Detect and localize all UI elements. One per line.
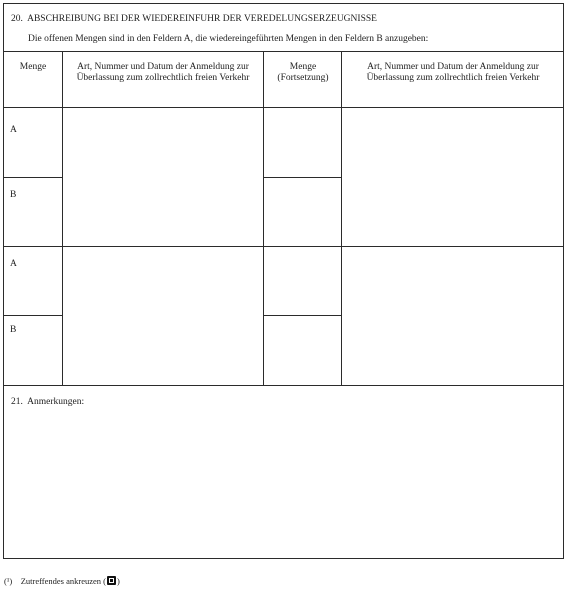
field-menge-fortsetzung-a-1[interactable]: [264, 108, 341, 177]
row-label-a-2: A: [10, 259, 17, 269]
footnote: [4, 576, 120, 587]
frame-bottom: [3, 558, 564, 559]
section-21-number: 21.: [11, 397, 23, 407]
row-label-a-1: A: [10, 125, 17, 135]
row-label-b-2: B: [10, 325, 17, 335]
section-21-title: Anmerkungen:: [27, 397, 85, 407]
section-20-number: 20.: [11, 14, 23, 24]
field-menge-fortsetzung-a-2[interactable]: [264, 247, 341, 315]
section-20-instruction: Die offenen Mengen sind in den Feldern A, die wiedereingeführten Mengen in den Feldern B anzugeben:: [28, 34, 429, 44]
field-menge-b-1[interactable]: [4, 178, 62, 246]
section-20-heading: [11, 14, 551, 25]
footnote-text: Zutreffendes ankreuzen (: [20, 576, 106, 586]
section-20-title: ABSCHREIBUNG BEI DER WIEDEREINFUHR DER VEREDELUNGSERZEUGNISSE: [27, 14, 377, 24]
checkbox-marked-icon: [107, 576, 116, 585]
field-menge-b-2[interactable]: [4, 316, 62, 385]
footnote-marker: (¹): [4, 576, 13, 586]
footnote-text-end: ): [117, 576, 120, 586]
field-anmeldung-4[interactable]: [342, 247, 563, 385]
col-header-menge-fortsetzung: Menge (Fortsetzung): [277, 62, 329, 83]
field-menge-a-2[interactable]: [4, 247, 62, 315]
field-anmerkungen[interactable]: [4, 386, 563, 558]
row-label-b-1: B: [10, 190, 17, 200]
field-menge-a-1[interactable]: [4, 108, 62, 177]
field-menge-fortsetzung-b-2[interactable]: [264, 316, 341, 385]
frame-top: [3, 3, 564, 4]
col-header-art-nummer-datum-2: Art, Nummer und Datum der Anmeldung zur Überlassung zum zollrechtlich freien Verkehr: [366, 62, 540, 83]
field-menge-fortsetzung-b-1[interactable]: [264, 178, 341, 246]
col-header-art-nummer-datum: Art, Nummer und Datum der Anmeldung zur Überlassung zum zollrechtlich freien Verkehr: [76, 62, 250, 83]
frame-right: [563, 3, 564, 559]
field-anmeldung-2[interactable]: [342, 108, 563, 246]
col-header-menge: Menge: [19, 62, 47, 72]
field-anmeldung-1[interactable]: [63, 108, 263, 246]
header-top-line: [3, 51, 564, 52]
field-anmeldung-3[interactable]: [63, 247, 263, 385]
